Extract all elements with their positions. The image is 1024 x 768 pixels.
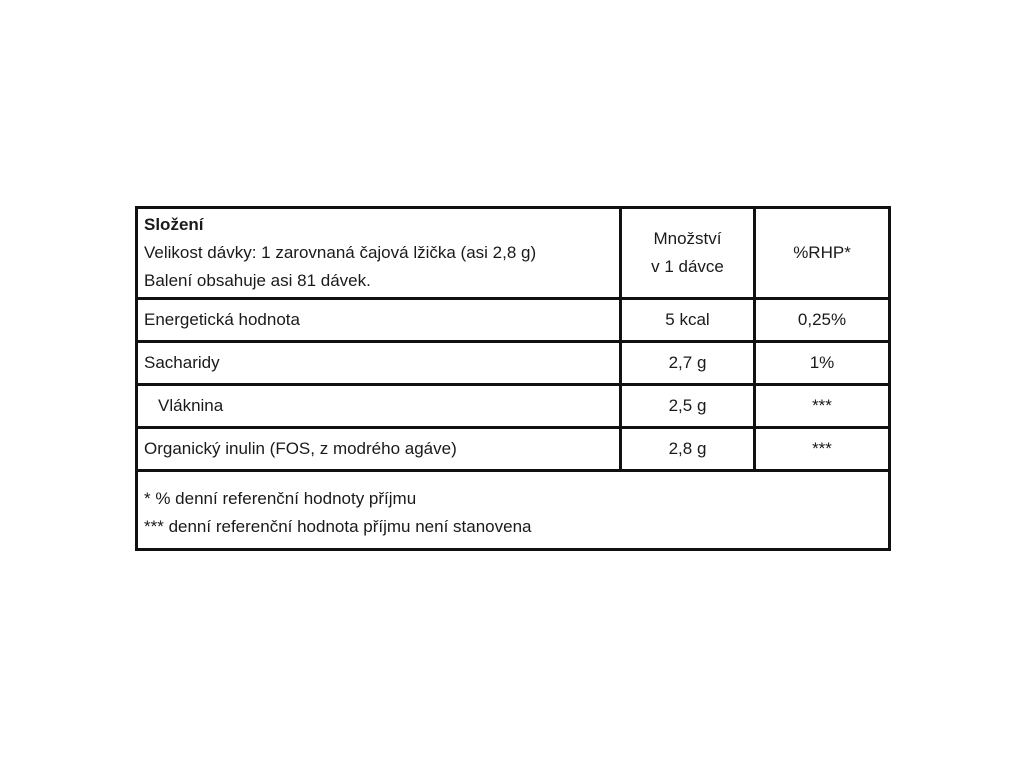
nutrient-amount: 2,5 g (621, 385, 755, 428)
composition-header-cell (137, 208, 621, 299)
nutrient-amount: 2,8 g (621, 428, 755, 471)
amount-header-cell (621, 208, 755, 299)
table-row (137, 299, 890, 342)
composition-title: Složení (144, 215, 204, 234)
table-row (137, 385, 890, 428)
table-header-row (137, 208, 890, 299)
nutrition-table (135, 206, 891, 551)
nutrient-name: Energetická hodnota (137, 299, 621, 342)
amount-header-line1: Množství (653, 229, 722, 248)
nutrient-name: Vláknina (137, 385, 621, 428)
footnotes-cell (137, 471, 890, 550)
nutrient-name: Organický inulin (FOS, z modrého agáve) (137, 428, 621, 471)
footnotes-row (137, 471, 890, 550)
serving-size-text: Velikost dávky: 1 zarovnaná čajová lžička (asi 2,8 g) (144, 243, 537, 262)
nutrient-rhp: 1% (755, 342, 890, 385)
footnote: * % denní referenční hodnoty příjmu (144, 489, 417, 508)
amount-header-line2: v 1 dávce (651, 257, 724, 276)
footnote: *** denní referenční hodnota příjmu není stanovena (144, 517, 532, 536)
nutrient-amount: 2,7 g (621, 342, 755, 385)
nutrient-rhp: 0,25% (755, 299, 890, 342)
table-row (137, 428, 890, 471)
nutrient-rhp: *** (755, 385, 890, 428)
nutrient-name: Sacharidy (137, 342, 621, 385)
nutrient-amount: 5 kcal (621, 299, 755, 342)
rhp-header-cell: %RHP* (755, 208, 890, 299)
servings-per-pack-text: Balení obsahuje asi 81 dávek. (144, 271, 371, 290)
table-row (137, 342, 890, 385)
nutrient-rhp: *** (755, 428, 890, 471)
